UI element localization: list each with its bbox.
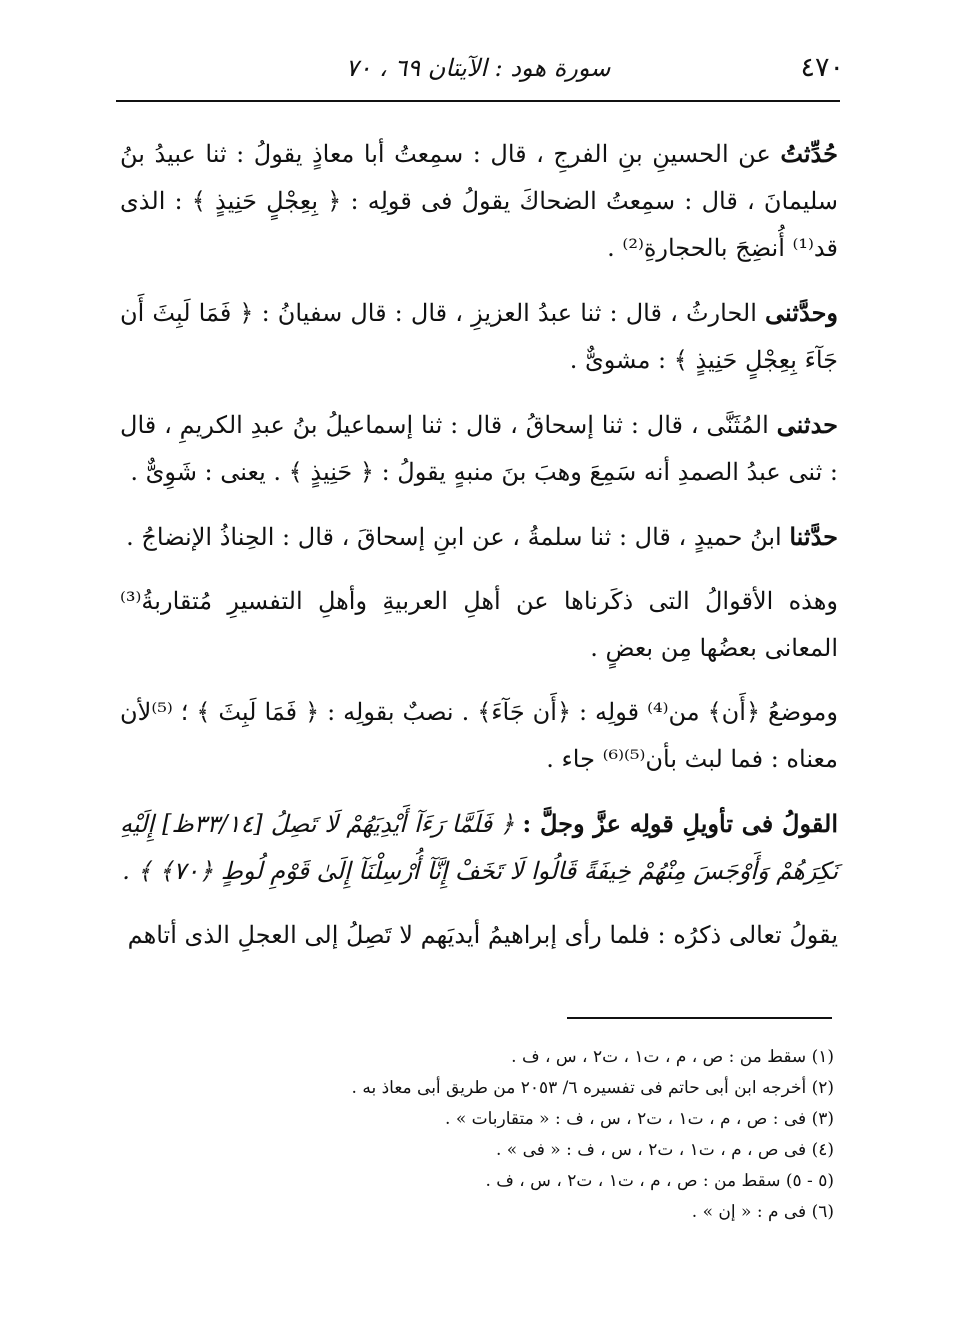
- paragraph-text: وموضعُ ﴿أَن﴾ من⁽⁴⁾ قولِه : ﴿أَن جَآءَ﴾ . نصبٌ بقولِه : ﴿ فَمَا لَبِثَ ﴾ ؛ ⁽⁵⁾لأن معناه : فما لبث بأن⁽⁵⁾⁽⁶⁾ جاء .: [120, 698, 838, 773]
- footnote: (٢) أخرجه ابن أبى حاتم فى تفسيره ٦/ ٢٠٥٣ من طريق أبى معاذ به .: [351, 1078, 834, 1098]
- paragraph-lead: حدَّثنا: [789, 522, 838, 551]
- header-rule: [116, 100, 840, 102]
- paragraph-lead: وحدَّثنى: [765, 298, 838, 327]
- paragraph-text: المُثَنَّى ، قال : ثنا إسحاقُ ، قال : ثنا إسماعيلُ بنُ عبدِ الكريمِ ، قال : ثنى عبدُ الصمدِ أنه سَمِعَ وهبَ بنَ منبهٍ يقولُ : ﴿ حَنِيذٍ ﴾ . يعنى : شَوِىٌّ .: [120, 411, 838, 486]
- running-header-title: سورة هود : الآيتان ٦٩ ، ٧٠: [345, 54, 611, 82]
- section-heading: القولُ فى تأويلِ قولِه عزَّ وجلَّ :: [522, 809, 838, 838]
- paragraph-lead: حُدِّثتُ: [780, 139, 838, 168]
- paragraph-text: الحارثُ ، قال : ثنا عبدُ العزيزِ ، قال : قال سفيانُ : ﴿ فَمَا لَبِثَ أَن جَآءَ بِعِجْلٍ حَنِيذٍ ﴾ : مشوىٌّ .: [120, 299, 838, 374]
- paragraph: [120, 800, 838, 895]
- paragraph-text: يقولُ تعالى ذكرُه : فلما رأى إبراهيمُ أيديَهم لا تَصِلُ إلى العجلِ الذى أتاهم: [127, 921, 838, 949]
- paragraph: [120, 513, 838, 561]
- paragraph-lead: حدثنى: [776, 410, 838, 439]
- footnote: (٤) فى ص ، م ، ت١ ، ت٢ ، س ، ف : « فى » .: [495, 1140, 834, 1160]
- quran-verse: ﴿ فَلَمَّا رَءَآ أَيْدِيَهُمْ لَا تَصِلُ [٣٣/١٤ظ] إِلَيْهِ نَكِرَهُمْ وَأَوْجَسَ مِنْهُمْ خِيفَةً قَالُوا لَا تَخَفْ إِنَّآ أُرْسِلْنَآ إِلَىٰ قَوْمِ لُوطٍ ﴿٧٠﴾ ﴾ .: [120, 810, 838, 885]
- paragraph-text: عن الحسينِ بنِ الفرجِ ، قال : سمِعتُ أبا معاذٍ يقولُ : ثنا عبيدُ بنُ سليمانَ ، قال : سمِعتُ الضحاكَ يقولُ فى قولِه : ﴿ بِعِجْلٍ حَنِيذٍ ﴾ : الذى قد⁽¹⁾ أُنضِجَ بالحجارةِ⁽²⁾ .: [120, 140, 838, 262]
- footnote-rule: [567, 1017, 832, 1019]
- paragraph: [120, 401, 838, 496]
- footnote: (٦) فى م : « إن » .: [691, 1202, 834, 1222]
- page-number: ٤٧٠: [800, 52, 844, 83]
- paragraph-text: وهذه الأقوالُ التى ذكَرناها عن أهلِ العربيةِ وأهلِ التفسيرِ مُتقاربةُ⁽³⁾ المعانى بعضُها مِن بعضٍ .: [120, 587, 838, 662]
- footnote: (٣) فى : ص ، م ، ت١ ، ت٢ ، س ، ف : « متقاربات » .: [445, 1109, 834, 1129]
- footnote: (٥ - ٥) سقط من : ص ، م ، ت١ ، ت٢ ، س ، ف .: [485, 1171, 834, 1191]
- paragraph: [120, 289, 838, 384]
- paragraph: [120, 578, 838, 672]
- main-text: [120, 130, 838, 976]
- paragraph: [120, 912, 838, 959]
- paragraph: [120, 689, 838, 783]
- footnotes: [134, 1042, 834, 1228]
- paragraph: [120, 130, 838, 272]
- paragraph-text: ابنُ حميدٍ ، قال : ثنا سلمةُ ، عن ابنِ إسحاقَ ، قال : الحِناذُ الإنضاجُ .: [126, 523, 782, 551]
- footnote: (١) سقط من : ص ، م ، ت١ ، ت٢ ، س ، ف .: [511, 1047, 834, 1067]
